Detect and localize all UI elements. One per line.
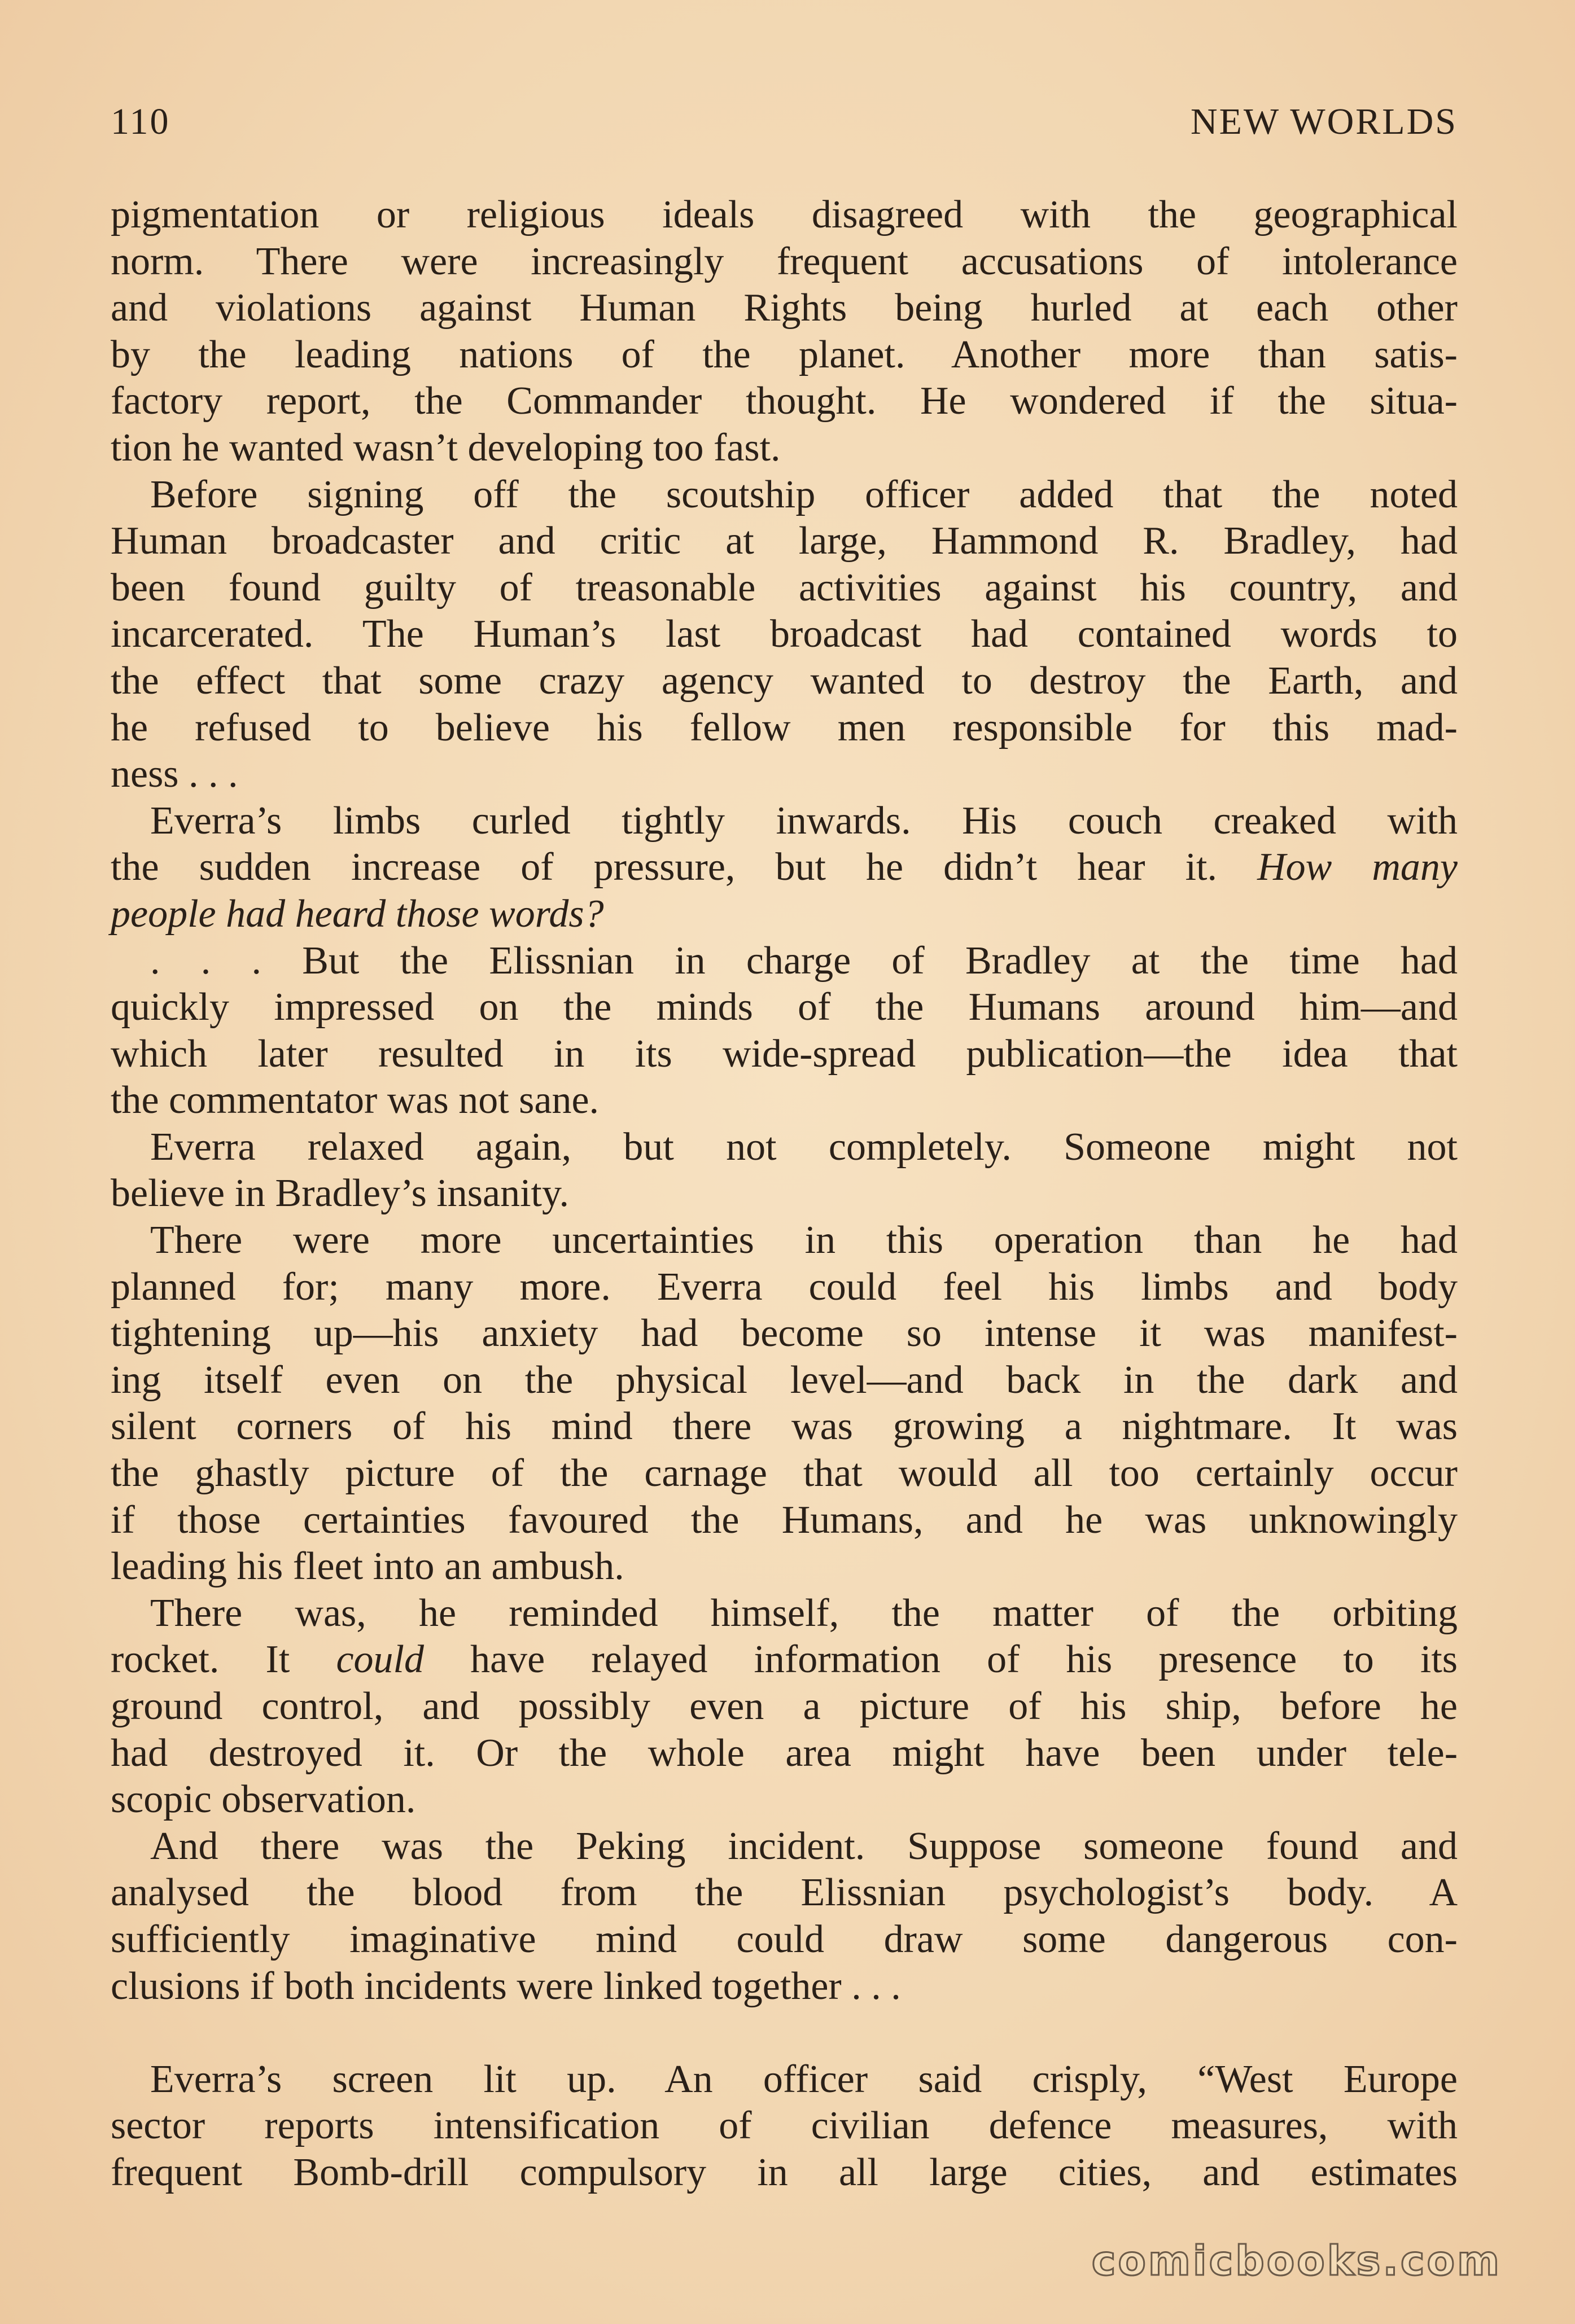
text-line: the commentator was not sane. (111, 1078, 600, 1122)
text-line: the effect that some crazy agency wanted to destroy the Earth, and (111, 659, 1458, 703)
watermark-logo: comicbooks.com (1091, 2237, 1502, 2284)
text-line: believe in Bradley’s insanity. (111, 1172, 569, 1216)
text-run: have relayed information of his presence to its (470, 1638, 1458, 1682)
text-line: norm. There were increasingly frequent accusations of intolerance (111, 239, 1458, 283)
page-header (111, 100, 1458, 151)
text-line: and violations against Human Rights being hurled at each other (111, 286, 1458, 330)
text-line: had destroyed it. Or the whole area might have been under tele- (111, 1731, 1458, 1775)
text-line: the ghastly picture of the carnage that would all too certainly occur (111, 1452, 1458, 1496)
text-line: he refused to believe his fellow men responsible for this mad- (111, 705, 1458, 749)
running-title: NEW WORLDS (1190, 101, 1458, 142)
body-text (111, 192, 1458, 2196)
text-line: if those certainties favoured the Humans, and he was unknowingly (111, 1498, 1458, 1542)
text-line-mixed (111, 1637, 1458, 1683)
text-line: pigmentation or religious ideals disagreed with the geographical (111, 193, 1458, 236)
text-line: analysed the blood from the Elissnian psychologist’s body. A (111, 1871, 1458, 1915)
italic-run: How many (1257, 845, 1458, 889)
page-number: 110 (111, 101, 170, 142)
text-line: factory report, the Commander thought. He wondered if the situa- (111, 379, 1458, 423)
text-line: sector reports intensification of civilian defence measures, with (111, 2104, 1458, 2148)
text-line: There were more uncertainties in this operation than he had (150, 1218, 1458, 1262)
text-run: rocket. It (111, 1638, 290, 1682)
text-run: the sudden increase of pressure, but he didn’t hear it. (111, 845, 1218, 889)
text-line: by the leading nations of the planet. Another more than satis- (111, 332, 1458, 376)
text-line: incarcerated. The Human’s last broadcast had contained words to (111, 612, 1458, 656)
text-line-mixed (111, 844, 1458, 891)
text-line: tion he wanted wasn’t developing too fast. (111, 426, 781, 470)
italic-run: could (336, 1638, 424, 1682)
text-line: frequent Bomb-drill compulsory in all large cities, and estimates (111, 2150, 1458, 2194)
text-line: And there was the Peking incident. Suppose someone found and (150, 1824, 1458, 1868)
section-break (111, 2010, 1458, 2056)
text-line: . . . But the Elissnian in charge of Bradley at the time had (150, 939, 1458, 983)
text-line: Before signing off the scoutship officer added that the noted (150, 472, 1458, 516)
text-line: silent corners of his mind there was growing a nightmare. It was (111, 1405, 1458, 1449)
text-line: quickly impressed on the minds of the Humans around him—and (111, 985, 1458, 1029)
text-line: ground control, and possibly even a picture of his ship, before he (111, 1685, 1458, 1728)
text-line: planned for; many more. Everra could feel his limbs and body (111, 1265, 1458, 1309)
text-line: clusions if both incidents were linked together . . . (111, 1964, 901, 2008)
text-line: people had heard those words? (111, 892, 604, 936)
text-line: which later resulted in its wide-spread publication—the idea that (111, 1032, 1458, 1076)
text-line: There was, he reminded himself, the matter of the orbiting (150, 1591, 1458, 1635)
text-line: been found guilty of treasonable activities against his country, and (111, 565, 1458, 609)
text-line: sufficiently imaginative mind could draw some dangerous con- (111, 1917, 1458, 1961)
text-line: ing itself even on the physical level—and back in the dark and (111, 1358, 1458, 1402)
text-line: Human broadcaster and critic at large, Hammond R. Bradley, had (111, 519, 1458, 563)
text-line: ness . . . (111, 752, 238, 796)
text-line: tightening up—his anxiety had become so intense it was manifest- (111, 1312, 1458, 1356)
text-line: Everra relaxed again, but not completely. Someone might not (150, 1125, 1458, 1169)
text-line: Everra’s screen lit up. An officer said crisply, “West Europe (150, 2057, 1458, 2101)
text-line: scopic observation. (111, 1778, 416, 1822)
text-line: leading his fleet into an ambush. (111, 1545, 624, 1589)
text-line: Everra’s limbs curled tightly inwards. His couch creaked with (150, 799, 1458, 843)
